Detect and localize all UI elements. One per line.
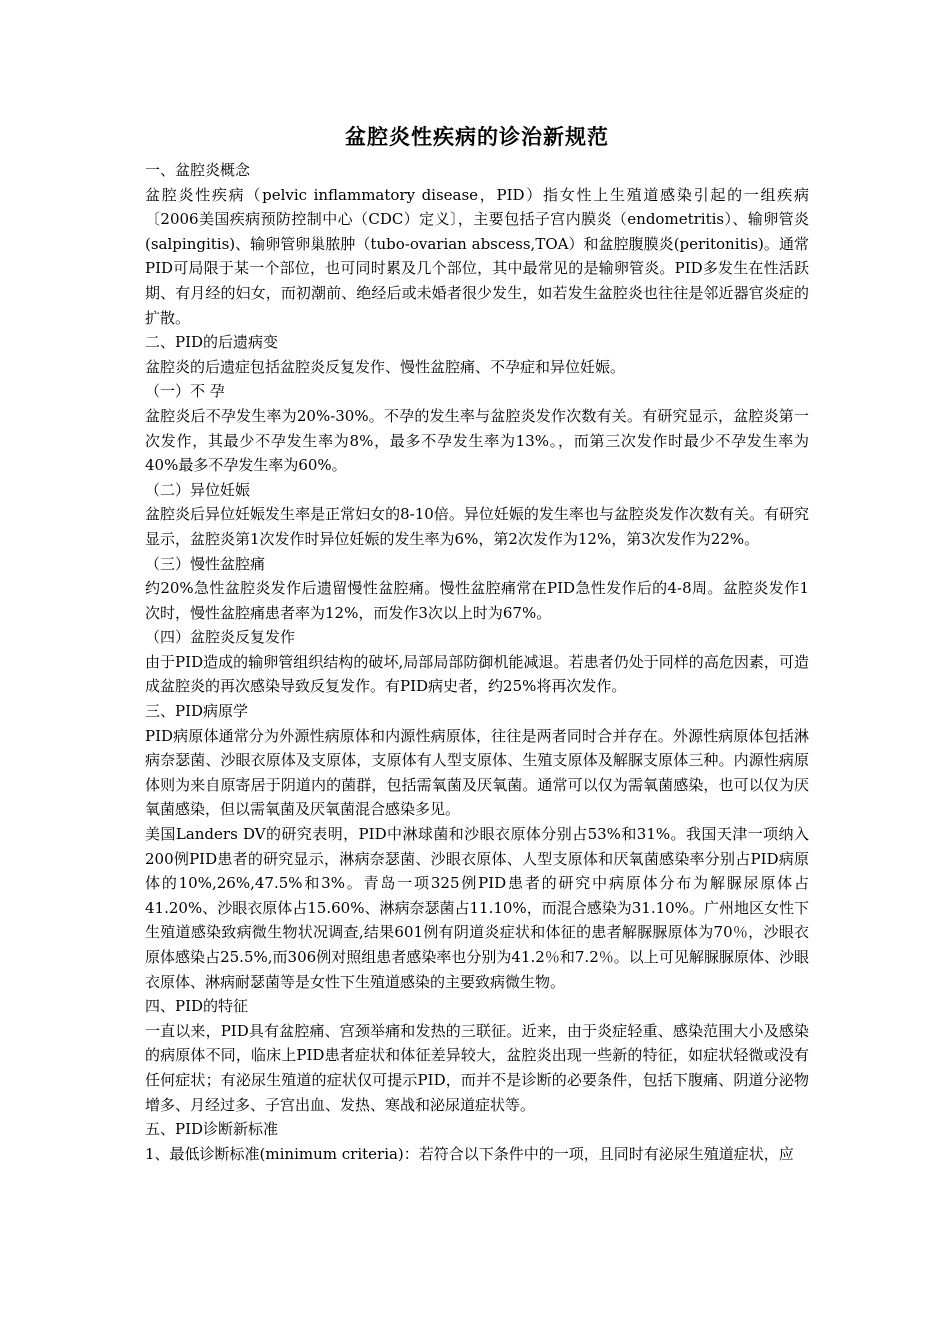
paragraph-concept: 盆腔炎性疾病（pelvic inflammatory disease，PID）指女性上生殖道感染引起的一组疾病〔2006美国疾病预防控制中心（CDC）定义〕，主要包括子宫内膜炎（endometritis）、输卵管炎(salpingitis)、输卵管卵巢脓肿（tubo-ovarian abscess,TOA）和盆腔腹膜炎(peritonitis)。通常PID可局限于某一个部位，也可同时累及几个部位，其中最常见的是输卵管炎。PID多发生在性活跃期、有月经的妇女，而初潮前、绝经后或未婚者很少发生，如若发生盆腔炎也往往是邻近器官炎症的扩散。 — [145, 185, 809, 327]
section-heading-1: 一、盆腔炎概念 — [145, 161, 251, 179]
paragraph-pathogens: PID病原体通常分为外源性病原体和内源性病原体，往往是两者同时合并存在。外源性病原体包括淋病奈瑟菌、沙眼衣原体及支原体，支原体有人型支原体、生殖支原体及解脲支原体三种。内源性病原体则为来自原寄居于阴道内的菌群，包括需氧菌及厌氧菌。通常可以仅为需氧菌感染，也可以仅为厌氧菌感染，但以需氧菌及厌氧菌混合感染多见。 — [145, 726, 809, 819]
section-heading-2: 二、PID的后遗病变 — [145, 333, 279, 352]
paragraph-studies: 美国Landers DV的研究表明，PID中淋球菌和沙眼衣原体分别占53%和31%。我国天津一项纳入200例PID患者的研究显示，淋病奈瑟菌、沙眼衣原体、人型支原体和厌氧菌感染率分别占PID病原体的10%,26%,47.5%和3%。青岛一项325例PID患者的研究中病原体分布为解脲尿原体占41.20%、沙眼衣原体占15.60%、淋病奈瑟菌占11.10%，而混合感染为31.10%。广州地区女性下生殖道感染致病微生物状况调查,结果601例有阴道炎症状和体征的患者解脲脲原体为70％，沙眼衣原体感染占25.5%,而306例对照组患者感染率也分别为41.2％和7.2％。以上可见解脲脲原体、沙眼衣原体、淋病耐瑟菌等是女性下生殖道感染的主要致病微生物。 — [145, 825, 809, 991]
subheading-recurrence: （四）盆腔炎反复发作 — [145, 628, 296, 647]
section-heading-5: 五、PID诊断新标准 — [145, 1120, 279, 1139]
paragraph-criteria: 1、最低诊断标准(minimum criteria)：若符合以下条件中的一项，且同时有泌尿生殖道症状，应 — [145, 1144, 794, 1163]
paragraph-ectopic: 盆腔炎后异位妊娠发生率是正常妇女的8-10倍。异位妊娠的发生率也与盆腔炎发作次数有关。有研究显示，盆腔炎第1次发作时异位妊娠的发生率为6%，第2次发作为12%，第3次发作为22%。 — [145, 505, 809, 548]
subheading-ectopic: （二）异位妊娠 — [145, 480, 251, 499]
document-title: 盆腔炎性疾病的诊治新规范 — [345, 125, 609, 149]
section-heading-3: 三、PID病原学 — [145, 702, 249, 721]
paragraph-features: 一直以来，PID具有盆腔痛、宫颈举痛和发热的三联征。近来，由于炎症轻重、感染范围大小及感染的病原体不同，临床上PID患者症状和体征差异较大，盆腔炎出现一些新的特征，如症状轻微或没有任何症状；有泌尿生殖道的症状仅可提示PID，而并不是诊断的必要条件，包括下腹痛、阴道分泌物增多、月经过多、子宫出血、发热、寒战和泌尿道症状等。 — [145, 1021, 809, 1114]
paragraph-infertility: 盆腔炎后不孕发生率为20%-30%。不孕的发生率与盆腔炎发作次数有关。有研究显示，盆腔炎第一次发作，其最少不孕发生率为8%，最多不孕发生率为13%。，而第三次发作时最少不孕发生率为40%最多不孕发生率为60%。 — [145, 406, 809, 475]
document-blocks — [145, 158, 809, 1166]
document-body — [145, 120, 809, 1166]
subheading-chronic-pain: （三）慢性盆腔痛 — [145, 554, 266, 573]
section-heading-4: 四、PID的特征 — [145, 997, 249, 1016]
paragraph-recurrence: 由于PID造成的输卵管组织结构的破坏,局部局部防御机能减退。若患者仍处于同样的高危因素，可造成盆腔炎的再次感染导致反复发作。有PID病史者，约25%将再次发作。 — [145, 652, 809, 696]
paragraph-chronic-pain: 约20%急性盆腔炎发作后遗留慢性盆腔痛。慢性盆腔痛常在PID急性发作后的4-8周。盆腔炎发作1次时，慢性盆腔痛患者率为12%，而发作3次以上时为67%。 — [145, 579, 809, 622]
paragraph-sequelae: 盆腔炎的后遗症包括盆腔炎反复发作、慢性盆腔痛、不孕症和异位妊娠。 — [145, 357, 626, 376]
subheading-infertility: （一）不 孕 — [145, 382, 225, 401]
